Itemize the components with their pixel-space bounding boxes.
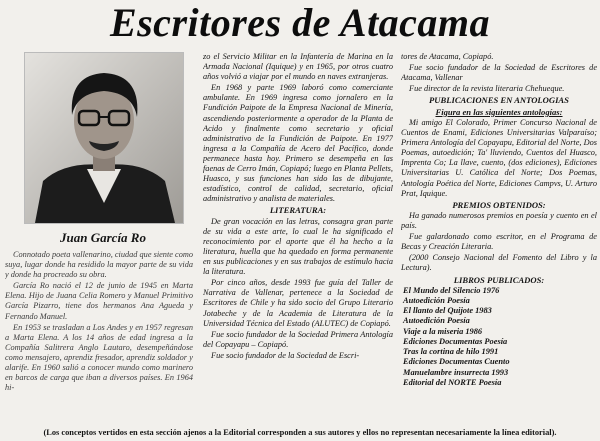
paragraph: Mi amigo El Colorado, Primer Concurso Nacional de Cuentos de Enami, Ediciones Universitarias Valparaíso; Primera Antología del Copayapu, Editorial del Norte, Dos Poemas, autoedición; Ta' lluviendo, Cuentos del Huasco, Imprenta Co; La llave, cuento, (dos ediciones), Ediciones Universitarias U. Católica del Norte; Dos Poemas, Antología Poética del Norte, Ediciones Campvs, U. Arturo Prat, Iquique. (401, 117, 597, 198)
paragraph: tores de Atacama, Copiapó. (401, 52, 494, 61)
page-title: Escritores de Atacama (109, 0, 491, 45)
paragraph: En 1968 y parte 1969 laboró como comerciante ambulante. En 1969 ingresa como jornalero en la Fundición Paipote de la Empresa Nacional de Minería, ascendiendo posteriormente a operador de la Planta de Acido y finalmente como secretario y oficial administrativo de la Fundición de Paipote. En 1977 ingresa a la Compañía de Acero del Pacífico, donde permanece hasta hoy. Primero se desempeña en las faenas de Cerro Imán, Copiapó; luego en Planta Pellets, Huasco, y sus funciones han sido las de dibujante, estadístico, control de calidad, secretario, oficial administrativo y analista de materiales. (203, 83, 393, 204)
author-name-caption: Juan García Ro (60, 230, 146, 245)
book-item: El Mundo del Silencio 1976 (403, 285, 500, 295)
paragraph: En 1953 se trasladan a Los Andes y en 1957 regresan a Marta Elena. A los 14 años de edad ingresa a la Compañía Salitrera Anglo Lautaro, desempeñándose como mensajero, aprendiz fresador, aprendiz soldador y alarife. En 1960 salió a conocer mundo como marinero en barcos de carga que iban a diversos países. En 1964 hi- (5, 322, 193, 393)
paragraph: Por cinco años, desde 1993 fue guía del Taller de Narrativa de Vallenar, pertenece a la Sociedad de Escritores de Chile y ha sido socio del Grupo Literario Jotabeche y de la Academia de Literatura de la Universidad Técnica del Estado (ALUTEC) de Copiapó. (203, 278, 393, 328)
books-list (401, 286, 597, 388)
paragraph: Connotado poeta vallenarino, ciudad que siente como suya, lugar donde ha residido la mayor parte de su vida y donde ha procreado su obra. (5, 250, 193, 280)
column-2 (203, 52, 393, 422)
book-item: Autoedición Poesía (403, 296, 470, 306)
book-item: El llanto del Quijote 1983 (403, 306, 492, 316)
paragraph: García Ro nació el 12 de junio de 1945 en Marta Elena. Hijo de Juana Celia Romero y Manuel Primitivo García Pizarro, tiene dos hermanos Ana Agueda y Fernando Manuel. (5, 281, 193, 321)
paragraph: Fue socio fundador de la Sociedad de Escritores de Atacama, Vallenar (401, 63, 597, 83)
paragraph: (2000 Consejo Nacional del Fomento del Libro y la Lectura). (401, 253, 597, 273)
book-item: Ediciones Documentas Poesía (403, 336, 508, 346)
paragraph: zo el Servicio Militar en la Infantería de Marina en la Armada Nacional (Iquique) y en 1965, por otros cuatro años volvió a viajar por el mundo en naves extranjeras. (203, 52, 393, 82)
footer-disclaimer: (Los conceptos vertidos en esta sección ajenos a la Editorial corresponden a sus autores y ellos no representan necesariamente la línea editorial). (43, 428, 557, 437)
book-item: Editorial del NORTE Poesía (403, 377, 502, 387)
column-1 (5, 250, 193, 422)
author-photo (24, 52, 184, 224)
book-item: Ediciones Documentas Cuento (403, 357, 510, 367)
paragraph: Fue director de la revista literaria Chehueque. (409, 84, 565, 94)
section-heading-publicaciones: PUBLICACIONES EN ANTOLOGIAS (429, 95, 569, 106)
column-3 (401, 52, 597, 422)
author-portrait-image (25, 53, 183, 223)
paragraph: Fue socio fundador de la Sociedad de Escri- (211, 350, 360, 360)
section-heading-literatura: LITERATURA: (269, 205, 327, 216)
book-item: Viaje a la miseria 1986 (403, 326, 483, 336)
book-item: Manuelambre insurrecta 1993 (403, 367, 509, 377)
paragraph: Ha ganado numerosos premios en poesía y cuento en el país. (401, 211, 597, 231)
subheading-antologias: Figura en las siguientes antologías: (435, 106, 563, 117)
paragraph: De gran vocación en las letras, consagra gran parte de su vida a este arte, lo cual le ha significado el reconocimiento por el aporte que él ha hecho a la literatura, huella que ha quedado en forma permanente en sus publicaciones y en sus trabajos de estímulo hacia la literatura. (203, 216, 393, 277)
book-item: Autoedición Poesía (403, 316, 470, 326)
section-heading-libros: LIBROS PUBLICADOS: (453, 274, 545, 285)
section-heading-premios: PREMIOS OBTENIDOS: (452, 199, 546, 210)
paragraph: Fue socio fundador de la Sociedad Primera Antología del Copayapu – Copiapó. (203, 329, 393, 349)
paragraph: Fue galardonado como escritor, en el Programa de Becas y Creación Literaria. (401, 232, 597, 252)
book-item: Tras la cortina de hilo 1991 (403, 347, 499, 357)
